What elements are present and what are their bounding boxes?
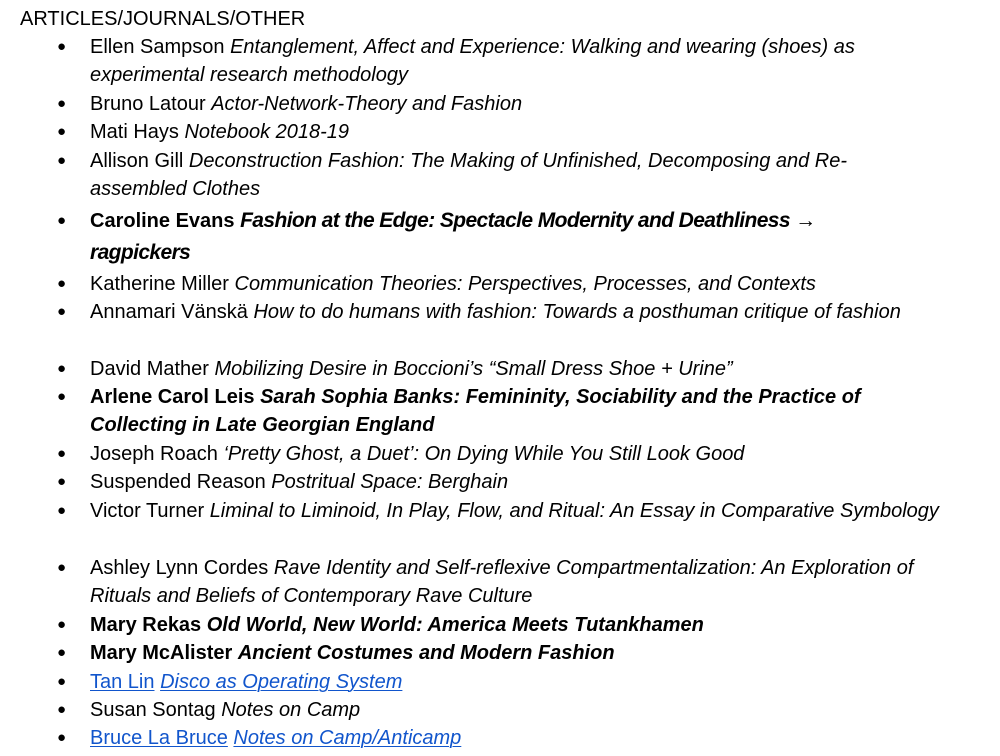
item-link-title[interactable]: Notes on Camp/Anticamp — [233, 727, 462, 749]
item-title: How to do humans with fashion: Towards a posthuman critique of fashion — [253, 301, 901, 323]
bullet-icon: ● — [57, 95, 67, 112]
list-item — [57, 468, 940, 496]
item-author: David Mather — [90, 358, 209, 380]
item-title: Liminal to Liminoid, In Play, Flow, and Ritual: An Essay in Comparative Symbology — [209, 500, 939, 522]
item-link-author[interactable]: Tan Lin — [90, 671, 155, 693]
list-item — [57, 355, 940, 383]
list-item — [57, 270, 940, 298]
item-title: Deconstruction Fashion: The Making of Unfinished, Decomposing and Re-assembled Clothes — [90, 150, 848, 201]
item-title: Postritual Space: Berghain — [271, 471, 509, 493]
bullet-icon: ● — [57, 360, 67, 377]
bullet-icon: ● — [57, 502, 67, 519]
bullet-icon: ● — [57, 275, 67, 292]
item-author: Caroline Evans — [90, 210, 235, 232]
bullet-icon: ● — [57, 616, 67, 633]
item-author: Joseph Roach — [90, 443, 218, 465]
bullet-icon: ● — [57, 38, 67, 55]
item-title: Ancient Costumes and Modern Fashion — [237, 642, 615, 664]
bullet-icon: ● — [57, 303, 67, 320]
item-title: Sarah Sophia Banks: Femininity, Sociability and the Practice of Collecting in Late Georgian England — [90, 386, 861, 437]
bullet-icon: ● — [57, 729, 67, 746]
list-item — [57, 639, 940, 667]
item-author: Arlene Carol Leis — [90, 386, 255, 408]
item-author: Mary McAlister — [90, 642, 233, 664]
bullet-icon: ● — [57, 644, 67, 661]
bullet-icon: ● — [57, 473, 67, 490]
bullet-icon: ● — [57, 673, 67, 690]
item-title: Notebook 2018-19 — [184, 121, 350, 143]
bullet-icon: ● — [57, 701, 67, 718]
item-author: Bruno Latour — [90, 93, 206, 115]
bullet-icon: ● — [57, 559, 67, 576]
list-item — [57, 497, 940, 525]
item-author: Victor Turner — [90, 500, 205, 522]
item-author: Suspended Reason — [90, 471, 266, 493]
list-item — [57, 205, 850, 269]
bullet-icon: ● — [57, 123, 67, 140]
item-title: Mobilizing Desire in Boccioni’s “Small Dress Shoe + Urine” — [214, 358, 733, 380]
list-item — [57, 696, 940, 724]
list-item — [57, 147, 940, 204]
item-author: Ashley Lynn Cordes — [90, 557, 269, 579]
item-author: Ellen Sampson — [90, 36, 225, 58]
list-item-link[interactable] — [57, 668, 940, 696]
list-item — [57, 440, 940, 468]
list-item — [57, 383, 940, 440]
list-item — [57, 298, 940, 326]
item-link-author[interactable]: Bruce La Bruce — [90, 727, 228, 749]
item-author: Annamari Vänskä — [90, 301, 248, 323]
section-heading: ARTICLES/JOURNALS/OTHER — [20, 8, 306, 30]
item-author: Mary Rekas — [90, 614, 202, 636]
item-author: Susan Sontag — [90, 699, 216, 721]
list-item — [57, 554, 940, 611]
item-link-title[interactable]: Disco as Operating System — [160, 671, 403, 693]
item-author: Katherine Miller — [90, 273, 229, 295]
bullet-icon: ● — [57, 388, 67, 405]
item-author: Allison Gill — [90, 150, 184, 172]
item-title: Rave Identity and Self-reflexive Compartmentalization: An Exploration of Rituals and Beliefs of Contemporary Rave Culture — [90, 557, 914, 608]
bullet-icon: ● — [57, 212, 67, 229]
item-title: ‘Pretty Ghost, a Duet’: On Dying While You Still Look Good — [223, 443, 745, 465]
list-item — [57, 33, 940, 90]
bullet-icon: ● — [57, 152, 67, 169]
bullet-icon: ● — [57, 445, 67, 462]
item-title: Communication Theories: Perspectives, Processes, and Contexts — [234, 273, 816, 295]
item-author: Mati Hays — [90, 121, 179, 143]
item-title: Actor-Network-Theory and Fashion — [211, 93, 523, 115]
list-item — [57, 118, 940, 146]
item-title: Old World, New World: America Meets Tutankhamen — [206, 614, 704, 636]
item-title: Entanglement, Affect and Experience: Walking and wearing (shoes) as experimental research methodology — [90, 36, 855, 87]
list-item — [57, 90, 940, 118]
item-title: Notes on Camp — [221, 699, 361, 721]
list-item-link[interactable] — [57, 724, 940, 752]
item-title: Fashion at the Edge: Spectacle Modernity and Deathliness → ragpickers — [90, 209, 816, 264]
list-item — [57, 611, 940, 639]
